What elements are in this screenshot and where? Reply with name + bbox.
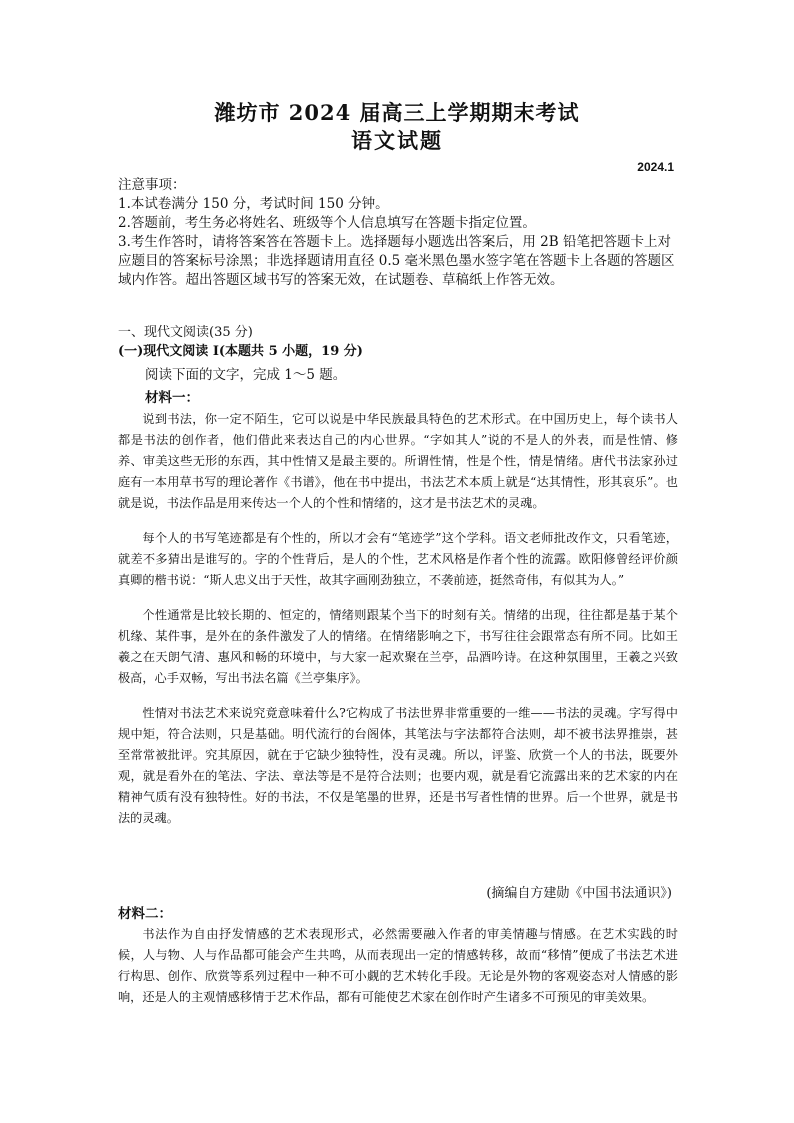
reading-instruction: 阅读下面的文字，完成 1～5 题。	[145, 367, 347, 383]
section-heading: 一、现代文阅读(35 分)	[118, 325, 253, 340]
notes-heading: 注意事项：	[118, 177, 186, 193]
note-item: 2.答题前，考生务必将姓名、班级等个人信息填写在答题卡指定位置。	[118, 215, 536, 231]
material1-source: (摘编自方建勋《中国书法通识》)	[486, 886, 672, 901]
page-title: 潍坊市 2024 届高三上学期期末考试	[214, 100, 580, 125]
note-item: 1.本试卷满分 150 分，考试时间 150 分钟。	[118, 196, 389, 212]
notes-section	[118, 176, 678, 290]
note-item: 3.考生作答时，请将答案答在答题卡上。选择题每小题选出答案后，用 2B 铅笔把答题卡上对应题目的答案标号涂黑；非选择题请用直径 0.5 毫米黑色墨水签字笔在答题卡上各题的答题区域内作答。超出答题区域书写的答案无效，在试题卷、草稿纸上作答无效。	[118, 234, 675, 288]
paragraph: 书法作为自由抒发情感的艺术表现形式，必然需要融入作者的审美情趣与情感。在艺术实践的时候，人与物、人与作品都可能会产生共鸣，从而表现出一定的情感转移，故而“移情”便成了书法艺术进行构思、创作、欣赏等系列过程中一种不可小觑的艺术转化手段。无论是外物的客观姿态对人情感的影响，还是人的主观情感移情于艺术作品，都有可能使艺术家在创作时产生诸多不可预见的审美效果。	[118, 927, 678, 1004]
paragraph: 说到书法，你一定不陌生，它可以说是中华民族最具特色的艺术形式。在中国历史上，每个读书人都是书法的创作者，他们借此来表达自己的内心世界。“字如其人”说的不是人的外表，而是性情、修养、审美这些无形的东西，其中性情又是最主要的。所谓性情，性是个性，情是情绪。唐代书法家孙过庭有一本用草书写的理论著作《书谱》，他在书中提出，书法艺术本质上就是“达其情性，形其哀乐”。也就是说，书法作品是用来传达一个人的个性和情绪的，这才是书法艺术的灵魂。	[118, 412, 678, 510]
paragraph: 个性通常是比较长期的、恒定的，情绪则跟某个当下的时刻有关。情绪的出现，往往都是基于某个机缘、某件事，是外在的条件激发了人的情绪。在情绪影响之下，书写往往会跟常态有所不同。比如王羲之在天朗气清、惠风和畅的环境中，与大家一起欢聚在兰亭，品酒吟诗。在这种氛围里，王羲之兴致极高，心手双畅，写出书法名篇《兰亭集序》。	[118, 608, 678, 685]
paragraph: 性情对书法艺术来说究竟意味着什么?它构成了书法世界非常重要的一维——书法的灵魂。字写得中规中矩，符合法则，只是基础。明代流行的台阁体，其笔法与字法都符合法则，却不被书法界推崇，甚至常常被批评。究其原因，就在于它缺少独特性，没有灵魂。所以，评鉴、欣赏一个人的书法，既要外观，就是看外在的笔法、字法、章法等是不是符合法则；也要内观，就是看它流露出来的艺术家的内在精神气质有没有独特性。好的书法，不仅是笔墨的世界，还是书写者性情的世界。后一个世界，就是书法的灵魂。	[118, 706, 678, 825]
sub-section-heading: (一)现代文阅读 I(本题共 5 小题，19 分)	[118, 344, 363, 359]
exam-date: 2024.1	[637, 160, 674, 174]
page-subtitle: 语文试题	[351, 128, 443, 153]
material2-label: 材料二：	[118, 906, 172, 922]
material1-body	[118, 409, 678, 829]
paragraph: 每个人的书写笔迹都是有个性的，所以才会有“笔迹学”这个学科。语文老师批改作文，只看笔迹，就差不多猜出是谁写的。字的个性背后，是人的个性，艺术风格是作者个性的流露。欧阳修曾经评价颜真卿的楷书说：“斯人忠义出于天性，故其字画刚劲独立，不袭前迹，挺然奇伟，有似其为人。”	[118, 531, 678, 587]
material1-label: 材料一：	[145, 390, 199, 406]
material2-body	[118, 924, 678, 1008]
